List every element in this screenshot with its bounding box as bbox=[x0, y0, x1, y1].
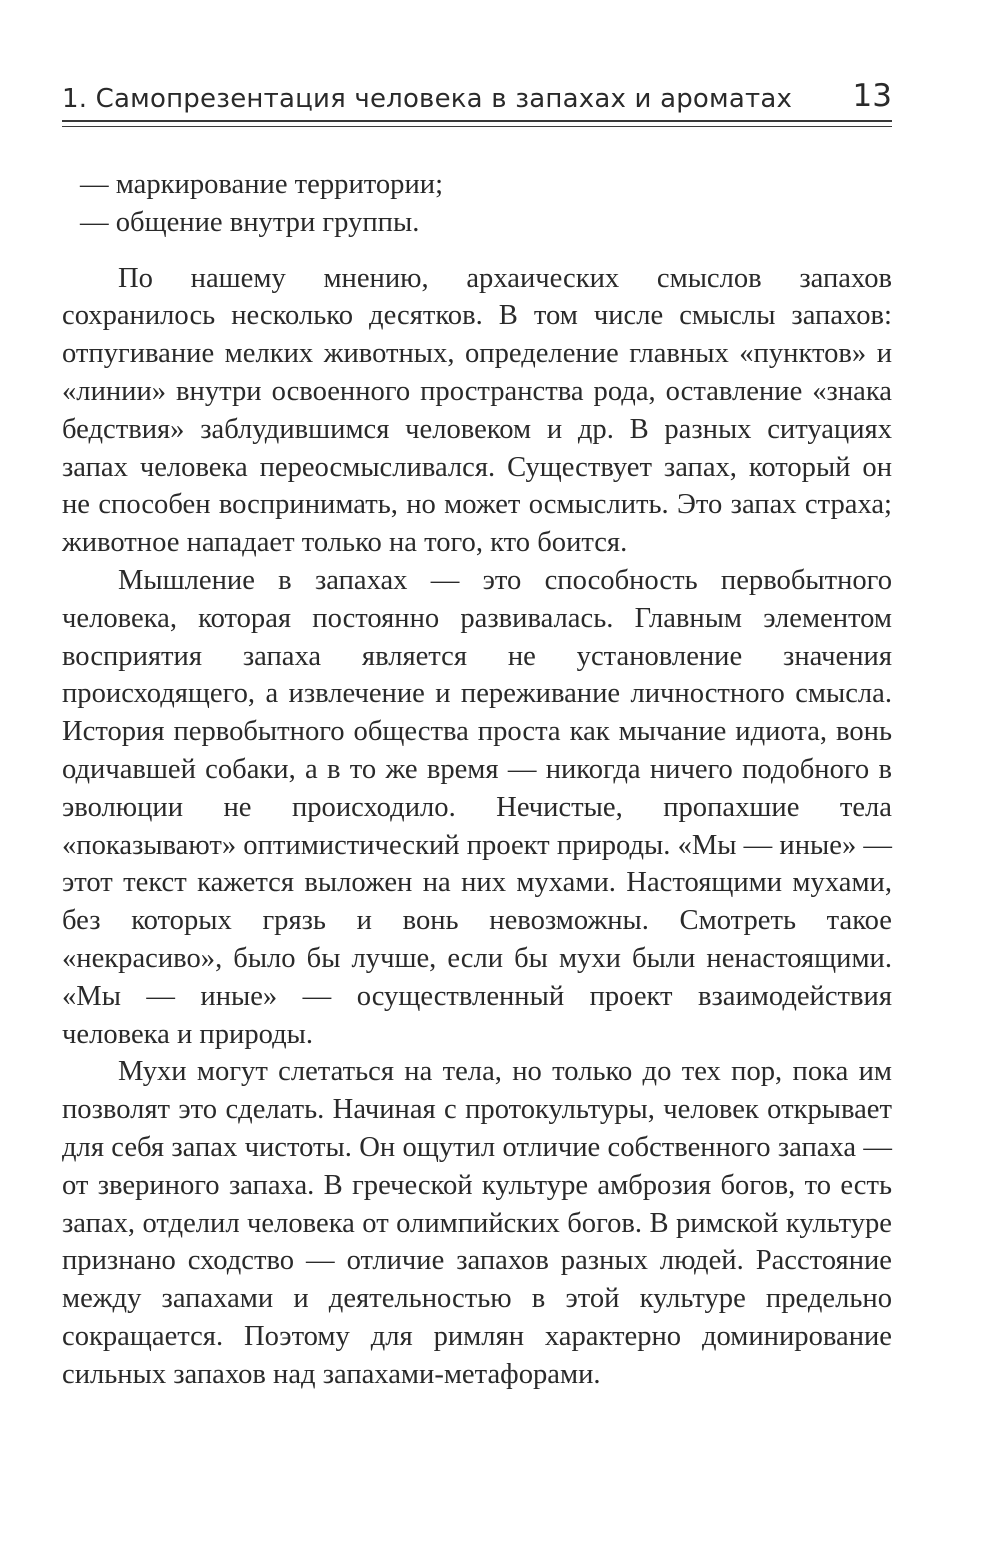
dash-list bbox=[62, 166, 892, 242]
list-item: — общение внутри группы. bbox=[80, 206, 420, 238]
header-rule-thick bbox=[62, 120, 892, 122]
paragraph-archaic-meanings: По нашему мнению, архаических смыслов запахов сохранилось несколько десятков. В том числе смыслы запахов: отпугивание мелких животных, определение главных «пунктов» и «линии» внутри освоенного пространства рода, оставление «знака бедствия» заблудившимся человеком и др. В разных ситуациях запах человека переосмысливался. Существует запах, который он не способен воспринимать, но может осмыслить. Это запах страха; животное нападает только на того, кто боится. bbox=[62, 262, 892, 559]
paragraph-flies-and-cultures: Мухи могут слетаться на тела, но только до тех пор, пока им позволят это сделать. Начиная с протокультуры, человек открывает для себя запах чистоты. Он ощутил отличие собственного запаха — от звериного запаха. В греческой культуре амброзия богов, то есть запах, отделил человека от олимпийских богов. В римской культуре признано сходство — отличие запахов разных людей. Расстояние между запахами и деятельностью в этой культуре предельно сокращается. Поэтому для римлян характерно доминирование сильных запахов над запахами-метафорами. bbox=[62, 1056, 892, 1390]
running-header bbox=[62, 72, 892, 122]
paragraph-thinking-in-smells: Мышление в запахах — это способность первобытного человека, которая постоянно развивалась. Главным элементом восприятия запаха является не установление значения происходящего, а извлечение и переживание личностного смысла. История первобытного общества проста как мычание идиота, вонь одичавшей собаки, а в то же время — никогда ничего подобного в эволюции не происходило. Нечистые, пропахшие тела «показывают» оптимистический проект природы. «Мы — иные» — этот текст кажется выложен на них мухами. Настоящими мухами, без которых грязь и вонь невозможны. Смотреть такое «некрасиво», было бы лучше, если бы мухи были ненастоящими. «Мы — иные» — осуществленный проект взаимодействия человека и природы. bbox=[62, 564, 892, 1050]
page-number: 13 bbox=[852, 78, 892, 114]
main-text bbox=[62, 166, 892, 1394]
header-rule-thin bbox=[62, 126, 892, 127]
chapter-title: 1. Самопрезентация человека в запахах и ароматах bbox=[62, 84, 793, 114]
list-item: — маркирование территории; bbox=[80, 169, 444, 200]
